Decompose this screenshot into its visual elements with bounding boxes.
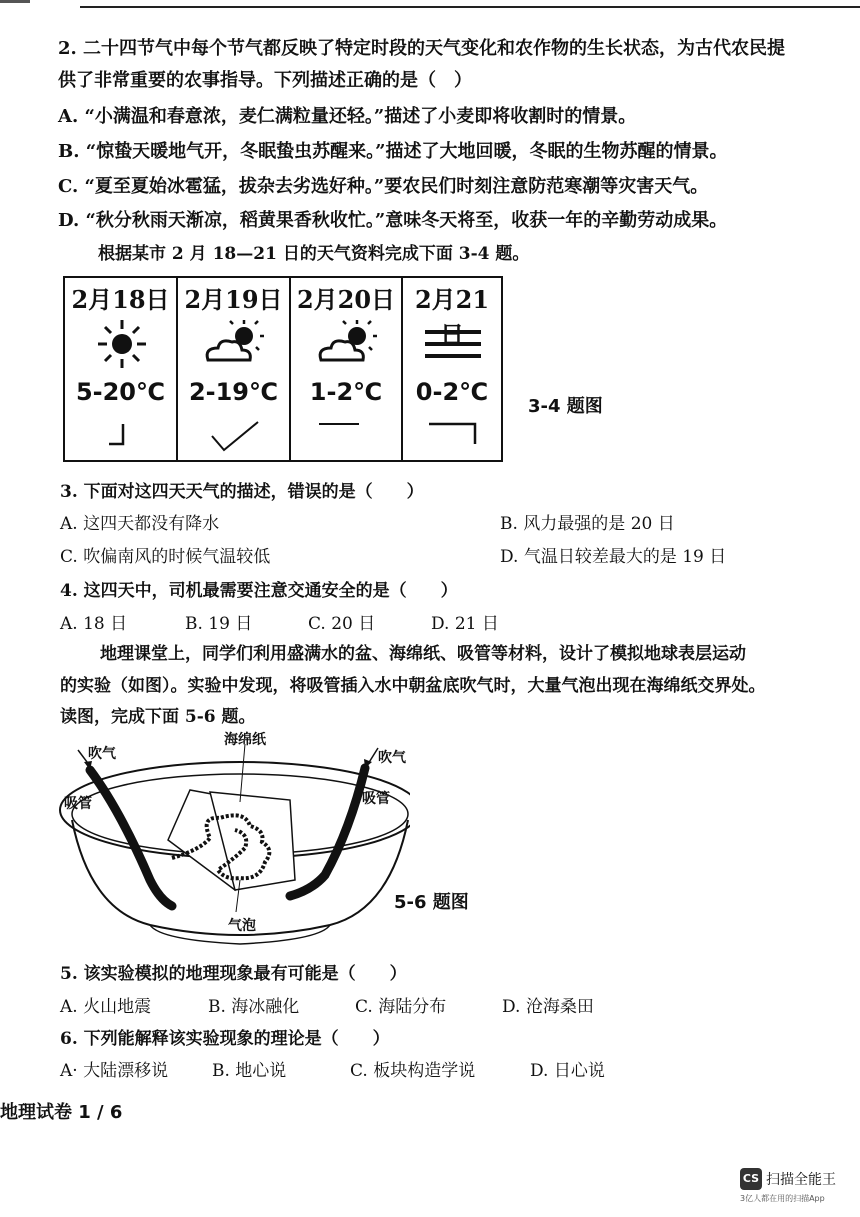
q2-option-b: B. “惊蛰天暖地气开，冬眠蛰虫苏醒来。”描述了大地回暖，冬眠的生物苏醒的情景。 — [58, 141, 728, 162]
q3-option-b: B. 风力最强的是 20 日 — [500, 514, 675, 534]
q5-option-d: D. 沧海桑田 — [502, 997, 594, 1017]
weather-day — [65, 278, 178, 460]
label-blow-left: 吹气 — [88, 746, 116, 762]
weather-date: 2月18日 — [71, 285, 170, 314]
q5-option-c: C. 海陆分布 — [355, 997, 447, 1017]
weather-table — [63, 276, 503, 462]
fog-icon — [417, 318, 487, 368]
scanner-logo — [740, 1168, 836, 1190]
label-sponge: 海绵纸 — [224, 732, 266, 748]
q6-option-c: C. 板块构造学说 — [350, 1061, 476, 1081]
top-rule — [80, 6, 860, 8]
wind-symbol-icon — [313, 418, 383, 454]
label-bubble: 气泡 — [228, 918, 256, 934]
q3-stem: 3. 下面对这四天天气的描述，错误的是（ ） — [60, 482, 424, 502]
sun-cloud-icon — [313, 318, 383, 368]
weather-date: 2月20日 — [296, 285, 396, 314]
intro-q5-6-line3: 读图，完成下面 5-6 题。 — [60, 707, 256, 727]
q3-option-d: D. 气温日较差最大的是 19 日 — [500, 547, 727, 567]
label-straw-right: 吸管 — [362, 791, 390, 807]
sun-icon — [87, 318, 157, 368]
label-blow-right: 吹气 — [378, 750, 406, 766]
logo-name: 扫描全能王 — [766, 1172, 836, 1188]
q2-stem-line2: 供了非常重要的农事指导。下列描述正确的是（ ） — [58, 70, 472, 91]
weather-temp: 5-20℃ — [75, 378, 166, 406]
weather-date: 2月21日 — [414, 285, 490, 349]
figure-caption-5-6: 5-6 题图 — [394, 892, 469, 913]
q2-stem-line1: 2. 二十四节气中每个节气都反映了特定时段的天气变化和农作物的生长状态，为古代农民提 — [58, 38, 786, 59]
q2-option-c: C. “夏至夏始冰雹猛，拔杂去劣选好种。”要农民们时刻注意防范寒潮等灾害天气。 — [58, 176, 709, 197]
intro-q3-4: 根据某市 2 月 18—21 日的天气资料完成下面 3-4 题。 — [98, 244, 530, 264]
q6-option-a: A· 大陆漂移说 — [60, 1061, 169, 1081]
q4-option-d: D. 21 日 — [431, 614, 499, 634]
q4-stem: 4. 这四天中，司机最需要注意交通安全的是（ ） — [60, 581, 458, 601]
weather-day — [178, 278, 291, 460]
q6-option-d: D. 日心说 — [530, 1061, 605, 1081]
intro-q5-6-line2: 的实验（如图）。实验中发现，将吸管插入水中朝盆底吹气时，大量气泡出现在海绵纸交界处。 — [60, 676, 766, 696]
q4-option-a: A. 18 日 — [60, 614, 128, 634]
weather-day — [291, 278, 403, 460]
page-footer: 地理试卷 1 / 6 — [0, 1102, 123, 1123]
q3-option-a: A. 这四天都没有降水 — [60, 514, 220, 534]
q5-stem: 5. 该实验模拟的地理现象最有可能是（ ） — [60, 964, 407, 984]
q2-option-a: A. “小满温和春意浓，麦仁满粒量还轻。”描述了小麦即将收割时的情景。 — [58, 106, 637, 127]
weather-temp: 1-2℃ — [309, 378, 383, 406]
wind-symbol-icon — [87, 418, 157, 454]
weather-date: 2月19日 — [184, 285, 283, 314]
q4-option-c: C. 20 日 — [308, 614, 376, 634]
q2-option-d: D. “秋分秋雨天渐凉，稻黄果香秋收忙。”意味冬天将至，收获一年的辛勤劳动成果。 — [58, 210, 728, 231]
logo-tagline: 3亿人都在用的扫描App — [740, 1194, 825, 1203]
sun-cloud-icon — [200, 318, 270, 368]
cs-logo-icon: CS — [740, 1168, 762, 1190]
wind-symbol-icon — [417, 418, 487, 454]
weather-temp: 0-2℃ — [415, 378, 489, 406]
q6-stem: 6. 下列能解释该实验现象的理论是（ ） — [60, 1029, 390, 1049]
check-icon — [200, 418, 270, 454]
q4-option-b: B. 19 日 — [185, 614, 253, 634]
top-left-mark — [0, 0, 30, 3]
intro-q5-6-line1: 地理课堂上，同学们利用盛满水的盆、海绵纸、吸管等材料，设计了模拟地球表层运动 — [100, 644, 746, 664]
figure-caption-3-4: 3-4 题图 — [528, 396, 603, 417]
q5-option-a: A. 火山地震 — [60, 997, 152, 1017]
q5-option-b: B. 海冰融化 — [208, 997, 300, 1017]
q6-option-b: B. 地心说 — [212, 1061, 287, 1081]
weather-temp: 2-19℃ — [188, 378, 279, 406]
q3-option-c: C. 吹偏南风的时候气温较低 — [60, 547, 271, 567]
label-straw-left: 吸管 — [64, 796, 92, 812]
weather-day — [403, 278, 501, 460]
